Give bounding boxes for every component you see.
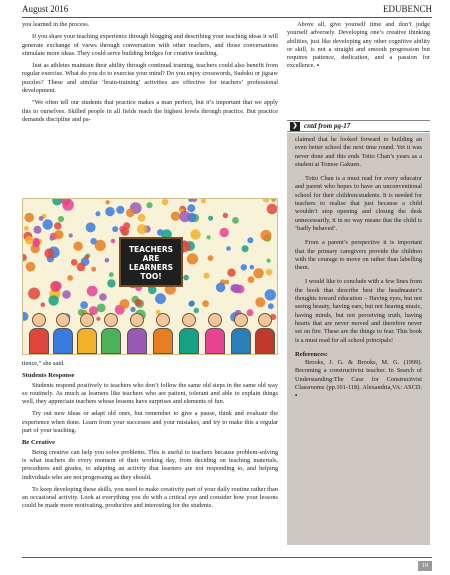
teachers-are-learners-illustration xyxy=(22,198,278,355)
issue-date: August 2016 xyxy=(22,4,69,14)
references-heading: References: xyxy=(295,350,328,358)
child-figure xyxy=(205,313,225,354)
child-figure xyxy=(77,313,97,354)
child-figure xyxy=(231,313,251,354)
paragraph: “We often tell our students that practice makes a man perfect, but it’s important that we apply this to ourselves. Skilled people in all fields reach the highest levels through practice. But practice demands discipline and pa- xyxy=(22,99,278,123)
child-figure xyxy=(179,313,199,354)
paragraph: Just as athletes maintain their ability through continual training, teachers could also benefit from regular exercise. What do you do to exercise your mind? Do you enjoy crosswords, Sudoku or jigsaw puzzles? These and similar ‘brain-training’ activities are effective for teachers’ professional development. xyxy=(22,62,278,95)
section-heading: Be Creative xyxy=(22,439,56,447)
paragraph: Above all, give yourself time and don’t judge yourself adversely. Developing one’s creative thinking abilities, just like developing any other cognitive ability or skill, is not a straight and smooth progression but requires patience, dedication, and a passion for excellence. ▪ xyxy=(287,21,430,70)
left-column xyxy=(22,21,278,128)
child-figure xyxy=(53,313,73,354)
paragraph: Students respond positively to teachers who don’t follow the same old steps in the same old way so routinely. As much as learners like teachers who are patient, tolerant and able to explain things well, they appreciate teachers whose lessons have surprises and elements of fun. xyxy=(22,381,278,406)
page-footer xyxy=(22,557,432,571)
child-figure xyxy=(29,313,49,354)
paragraph: From a parent’s perspective it is important that the primary caregivers provide the children with the courage to move on rather than labelling them. xyxy=(295,239,422,272)
header-rule xyxy=(22,17,432,18)
paragraph: If you share your teaching experience through blogging and describing your teaching ideas it will generate exchange of views through conversation with other teachers, and those conversations stimulate more ideas. They could serve building bridges for creative teaching. xyxy=(22,33,278,57)
publication-name: EDUBENCH xyxy=(383,4,432,14)
paragraph: I would like to conclude with a few lines from the book that describe best the headmaster’s thoughts toward education – Having eyes, but not seeing beauty, having ears, but not hearing music, having minds, but not perceiving truth, having hearts that are never moved and therefore never set on fire. These are the things to fear. This book is a must read for all school principals! xyxy=(295,278,422,344)
paragraph: Try out new ideas or adapt old ones, but remember to give a pause, think and evaluate the experience when done. Learn from your successes and your mistakes, and try to make this a regular part of your teaching. xyxy=(22,410,278,435)
page-number: 19 xyxy=(418,561,432,571)
right-column xyxy=(287,21,430,71)
page-header xyxy=(22,4,432,16)
left-column-lower xyxy=(22,360,278,515)
continued-from-bar xyxy=(287,120,430,132)
paragraph: claimed that he looked forward to building an even better school the next time round. Yet it was never done and this ends Totto Chan’s years as a student at Tomoe Gakuen. xyxy=(295,136,422,168)
continue-arrow-icon: ❯ xyxy=(290,122,300,131)
paragraph: Being creative can help you solve problems. This is useful to teachers because problem-solving is what teachers do every moment of their working day, from deciding on teaching materials, procedures and grades, to adapting an activity that learners are not responding to, and helping individuals who are not progressing as they should. xyxy=(22,448,278,481)
child-figure xyxy=(127,313,147,354)
paragraph: tience,” she said. xyxy=(22,360,65,367)
child-figure xyxy=(255,313,275,354)
chalkboard: TEACHERS ARE LEARNERS TOO! xyxy=(119,237,183,287)
child-figure xyxy=(153,313,173,354)
continued-article-box xyxy=(287,133,430,545)
continued-label: cntd from pg-17 xyxy=(304,122,351,130)
reference-entry: Brooks, J. G. & Brooks, M. G. (1999). Becoming a constructivist teacher. In Search of Understanding:The Case for Constructivist Classrooms (pp.101-118). Alexandria,VA: ASCD. ▪ xyxy=(295,359,422,400)
section-heading: Students Response xyxy=(22,372,75,380)
paragraph: you learned in the process. xyxy=(22,21,90,28)
child-figure xyxy=(101,313,121,354)
paragraph: Totto Chan is a must read for every educator and parent who hopes to have an unconventional school for their children/students. It is needed for teachers to realise that just because a child wouldn’t stop opening and closing the desk unnecessarily, it in no way means that the child is ‘badly behaved’. xyxy=(295,175,422,232)
paragraph: To keep developing these skills, you need to make creativity part of your daily routine rather than an occasional activity. Look at everything you do with a critical eye and consider how your lessons could be made more motivating, productive and interesting for the students. xyxy=(22,485,278,510)
